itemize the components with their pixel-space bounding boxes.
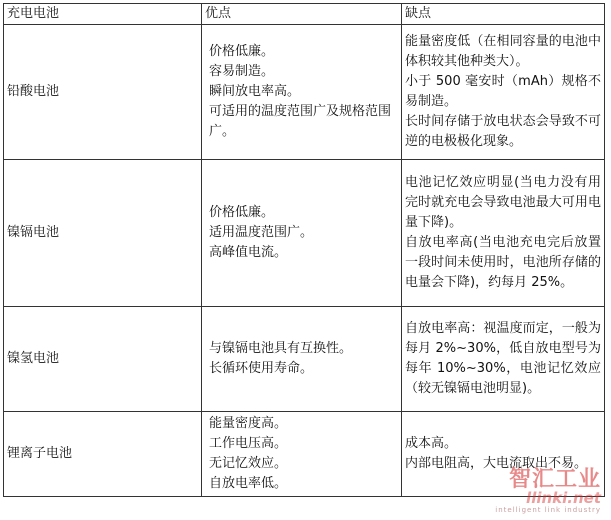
cons-cell [402, 25, 605, 160]
pro-item: 无记忆效应。 [209, 456, 288, 471]
pro-item: 长循环使用寿命。 [209, 361, 314, 376]
watermark-url: llinki.net [526, 489, 601, 507]
table-row [4, 25, 605, 160]
cons-cell [402, 307, 605, 412]
con-item: 电池记忆效应明显(当电力没有用完时就充电会导致电池最大可用电量下降)。 [405, 175, 601, 230]
battery-comparison-table [3, 3, 605, 497]
pros-cell [202, 412, 402, 497]
watermark-subtitle: intelligent link industry [495, 506, 601, 514]
pro-item: 自放电率低。 [209, 476, 288, 491]
pro-item: 价格低廉。 [209, 205, 275, 220]
pros-cell [202, 25, 402, 160]
watermark-text: 智汇工业 [508, 467, 601, 492]
pro-item: 高峰值电流。 [209, 245, 288, 260]
header-battery: 充电电池 [4, 4, 202, 25]
battery-name: 镍氢电池 [4, 307, 202, 412]
con-item: 能量密度低（在相同容量的电池中体积较其他种类大）。 [405, 34, 601, 69]
header-cons: 缺点 [402, 4, 605, 25]
battery-name: 铅酸电池 [4, 25, 202, 160]
table-row [4, 160, 605, 307]
table-header-row [4, 4, 605, 25]
pro-item: 瞬间放电率高。 [209, 84, 301, 99]
battery-name: 镍镉电池 [4, 160, 202, 307]
pro-item: 适用温度范围广。 [209, 225, 314, 240]
con-item: 长时间存储于放电状态会导致不可逆的电极极化现象。 [405, 114, 601, 149]
con-item: 自放电率高(当电池充电完后放置一段时间未使用时，电池所存储的电量会下降)，约每月 25%。 [405, 235, 601, 290]
pro-item: 与镍镉电池具有互换性。 [209, 341, 353, 356]
pro-item: 价格低廉。 [209, 44, 275, 59]
pros-cell [202, 307, 402, 412]
pro-item: 容易制造。 [209, 64, 275, 79]
pro-item: 可适用的温度范围广及规格范围广。 [209, 104, 392, 139]
watermark-logo [495, 469, 601, 514]
table-row [4, 307, 605, 412]
con-item: 成本高。 [405, 436, 458, 451]
con-item: 内部电阻高，大电流取出不易。 [405, 456, 588, 471]
battery-name: 锂离子电池 [4, 412, 202, 497]
con-item: 小于 500 毫安时（mAh）规格不易制造。 [405, 74, 601, 109]
pros-cell [202, 160, 402, 307]
con-item: 自放电率高：视温度而定，一般为每月 2%~30%，低自放电型号为每年 10%~30%，电池记忆效应（较无镍镉电池明显)。 [405, 321, 601, 396]
header-pros: 优点 [202, 4, 402, 25]
pro-item: 能量密度高。 [209, 416, 288, 431]
cons-cell [402, 160, 605, 307]
pro-item: 工作电压高。 [209, 436, 288, 451]
